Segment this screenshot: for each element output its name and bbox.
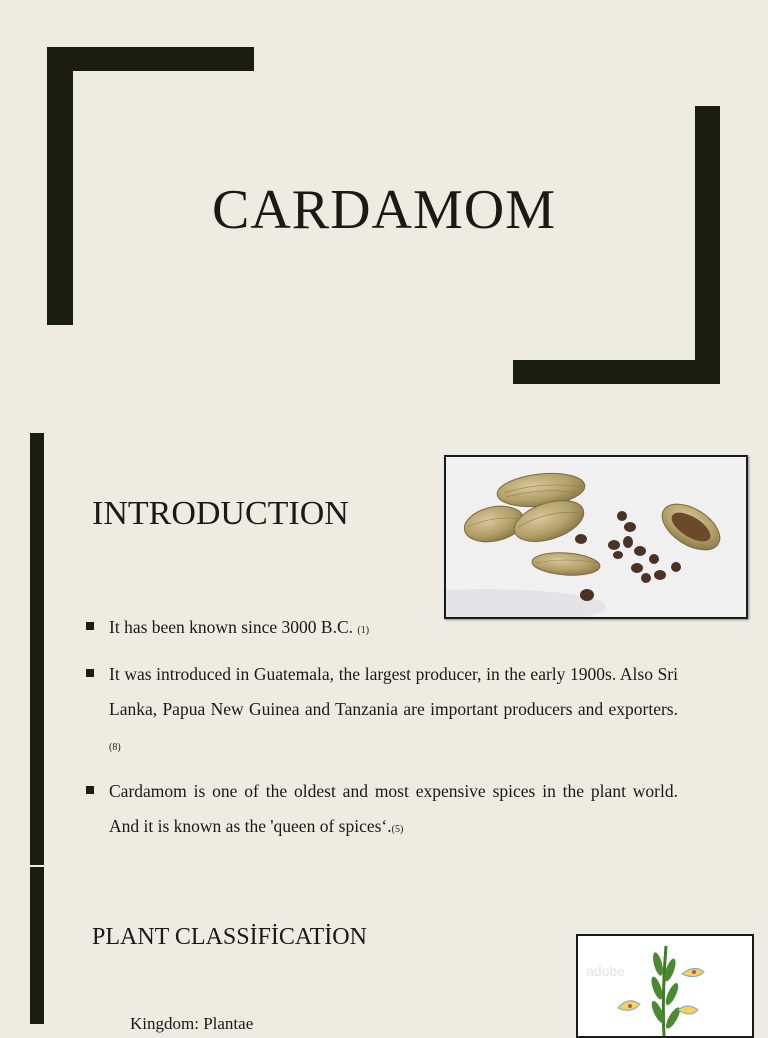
list-item bbox=[84, 657, 678, 765]
cardamom-plant-illustration bbox=[578, 936, 752, 1036]
bullet-square-icon bbox=[86, 786, 94, 794]
bullet-text: It has been known since 3000 B.C. bbox=[109, 617, 358, 637]
list-item bbox=[84, 774, 678, 847]
classification-first-item: Kingdom: Plantae bbox=[130, 1014, 254, 1033]
bullet-text: It was introduced in Guatemala, the largest producer, in the early 1900s. Also Sri Lanka, Papua New Guinea and Tanzania are important producers and exporters. bbox=[109, 664, 678, 719]
bracket-bottom-horizontal bbox=[513, 360, 720, 384]
bullet-square-icon bbox=[86, 669, 94, 677]
cardamom-flower-image bbox=[576, 934, 754, 1038]
introduction-bullet-list bbox=[84, 610, 678, 856]
list-item bbox=[84, 610, 678, 648]
bracket-bottom-vertical bbox=[695, 106, 720, 384]
reference-marker: (1) bbox=[357, 625, 370, 636]
reference-marker: (5) bbox=[391, 824, 404, 835]
bracket-top-horizontal bbox=[47, 47, 254, 71]
plant-classification-heading: PLANT CLASSİFİCATİON bbox=[92, 924, 367, 950]
introduction-heading: INTRODUCTION bbox=[92, 495, 349, 532]
svg-text:adobe: adobe bbox=[586, 963, 625, 979]
cardamom-photo bbox=[444, 455, 748, 619]
cardamom-pods-image bbox=[446, 457, 746, 617]
bullet-square-icon bbox=[86, 622, 94, 630]
slide-title: CARDAMOM bbox=[211, 179, 557, 241]
left-accent-line-slide3 bbox=[30, 867, 44, 1024]
left-accent-line-slide2 bbox=[30, 433, 44, 865]
bullet-text: Cardamom is one of the oldest and most expensive spices in the plant world. And it is known as the 'queen of spices‘. bbox=[109, 781, 678, 836]
reference-marker: (8) bbox=[109, 742, 121, 753]
